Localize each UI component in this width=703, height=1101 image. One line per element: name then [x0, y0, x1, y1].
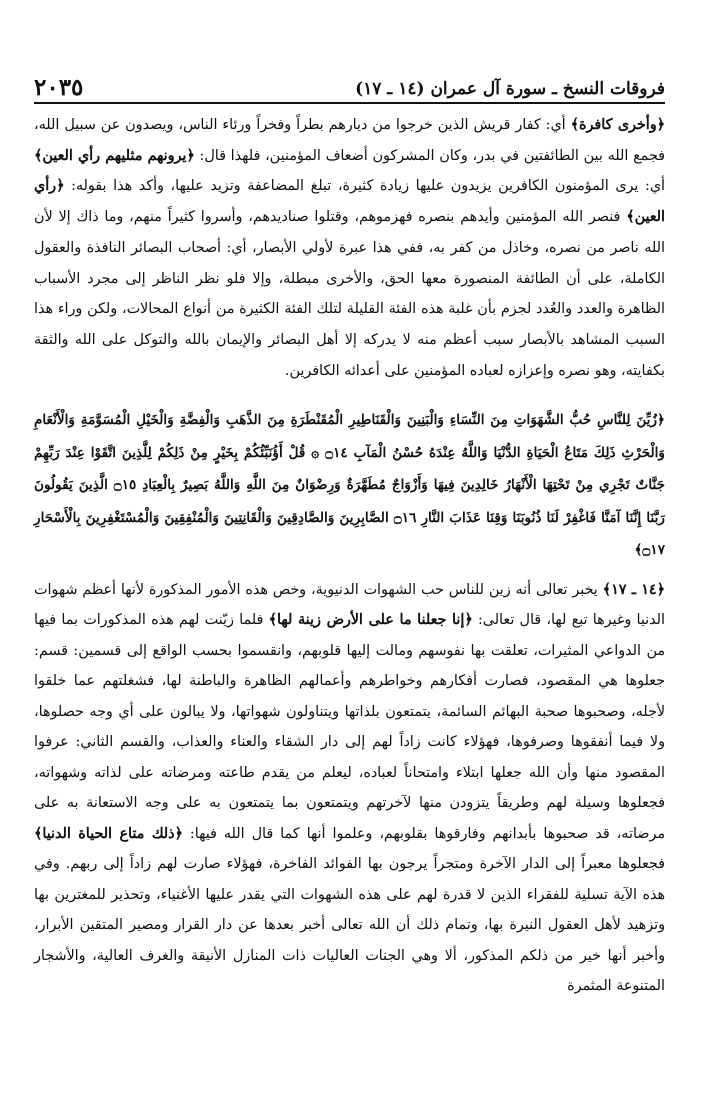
page-body [34, 110, 665, 1002]
commentary-text: فنصر الله المؤمنين وأيدهم بنصره فهزموهم، وقتلوا صناديدهم، وأسروا كثيراً منهم، وما ذاك إلا لأن الله ناصر من نصره، وخاذل من كفر به، ففي هذا عبرة لأولي الأبصار، أي: أصحاب البصائر النافذة والعقول الكاملة، على أن الطائفة المنصورة معها الحق، والأخرى مبطلة، وإلا فلو نظر الناظر إلى مجرد الأسباب الظاهرة والعدد والعُدد لجزم بأن غلبة هذه الفئة القليلة لتلك الفئة الكثيرة من أنواع المحالات، ولكن وراء هذا السبب المشاهد بالأبصار سبب أعظم منه لا يدركه إلا أهل البصائر والإيمان بالله والتوكل على الله والثقة بكفايته، وهو نصره وإعزازه لعباده المؤمنين على أعدائه الكافرين. [34, 209, 665, 379]
commentary-paragraph-1 [34, 110, 665, 386]
commentary-text: فلما زيّنت لهم هذه المذكورات بما فيها من الدواعي المثيرات، تعلقت بها نفوسهم ومالت إليها قلوبهم، وانقسموا بحسب الواقع إلى قسمين: قسم: جعلوها هي المقصود، فصارت أفكارهم وخواطرهم وأعمالهم الظاهرة والباطنة لها، فشغلتهم عما خلقوا لأجله، وصحبوها صحبة البهائم السائمة، يتمتعون بلذاتها ويتناولون شهواتها، ولا يبالون على أي وجه حصلوها، ولا فيما أنفقوها وصرفوها، فهؤلاء كانت زاداً لهم إلى دار الشقاء والعناء والعذاب، والقسم الثاني: عرفوا المقصود منها وأن الله جعلها ابتلاء وامتحاناً لعباده، ليعلم من يقدم طاعته ومرضاته على لذاته وشهواته، فجعلوها وسيلة لهم وطريقاً يتزودن منها لآخرتهم ويتمتعون بما يتمتعون به على وجه الاستعانة به على مرضاته، قد صحبوها بأبدانهم وفارقوها بقلوبهم، وعلموا أنها كما قال الله فيها: [34, 612, 665, 842]
commentary-text: أي: يرى المؤمنون الكافرين يزيدون عليها زيادة كثيرة، تبلغ المضاعفة وتزيد عليها، وأكد هذا بقوله: [64, 178, 665, 195]
commentary-text: فجعلوها معبراً إلى الدار الآخرة ومتجراً يرجون بها الفوائد الفاخرة، فهؤلاء صارت لهم زاداً إلى ربهم. وفي هذه الآية تسلية للفقراء الذين لا قدرة لهم على هذه الشهوات التي يقدر عليها الأغنياء، وتحذير للمغترين بها وتزهيد لأهل العقول النيرة بها، وتمام ذلك أن الله تعالى أخبر بعدها عن دار القرار ومصير المتقين الأبرار، وأخبر أنها خير من ذلكم المذكور، ألا وهي الجنات العاليات ذات المنازل الأنيقة والغرف العالية، والأشجار المتنوعة المثمرة [34, 856, 665, 995]
quote-phrase: ﴿يرونهم مثليهم رأي العين﴾ [34, 147, 195, 164]
page-number: ٢٠٣٥ [34, 74, 84, 101]
commentary-text: يخبر تعالى أنه زين للناس حب الشهوات الدنيوية، وخص هذه الأمور المذكورة لأنها أعظم شهوات الدنيا وغيرها تبع لها، قال تعالى: [34, 581, 665, 629]
quote-phrase: ﴿رأي العين﴾ [34, 178, 665, 226]
page-header [34, 66, 665, 104]
quote-phrase: ﴿ذلك متاع الحياة الدنيا﴾ [34, 825, 183, 842]
quran-verses-block: ﴿زُيِّنَ لِلنَّاسِ حُبُّ الشَّهَوَاتِ مِنَ النِّسَاءِ وَالْبَنِينَ وَالْقَنَاطِيرِ الْمُقَنْطَرَةِ مِنَ الذَّهَبِ وَالْفِضَّةِ وَالْخَيْلِ الْمُسَوَّمَةِ وَالْأَنْعَامِ وَالْحَرْثِ ذَلِكَ مَتَاعُ الْحَيَاةِ الدُّنْيَا وَاللَّهُ عِنْدَهُ حُسْنُ الْمَآبِ ۝١٤ ۞ قُلْ أَؤُنَبِّئُكُمْ بِخَيْرٍ مِنْ ذَلِكُمْ لِلَّذِينَ اتَّقَوْا عِنْدَ رَبِّهِمْ جَنَّاتٌ تَجْرِي مِنْ تَحْتِهَا الْأَنْهَارُ خَالِدِينَ فِيهَا وَأَزْوَاجٌ مُطَهَّرَةٌ وَرِضْوَانٌ مِنَ اللَّهِ وَاللَّهُ بَصِيرٌ بِالْعِبَادِ ۝١٥ الَّذِينَ يَقُولُونَ رَبَّنَا إِنَّنَا آمَنَّا فَاغْفِرْ لَنَا ذُنُوبَنَا وَقِنَا عَذَابَ النَّارِ ۝١٦ الصَّابِرِينَ وَالصَّادِقِينَ وَالْقَانِتِينَ وَالْمُنْفِقِينَ وَالْمُسْتَغْفِرِينَ بِالْأَسْحَارِ ۝١٧﴾ [34, 412, 666, 559]
commentary-text: أي: كفار قريش الذين خرجوا من ديارهم بطراً وفخراً ورئاء الناس، ويصدون عن سبيل الله، فجمع الله بين الطائفتين في بدر، وكان المشركون أضعاف المؤمنين، فلهذا قال: [34, 117, 666, 164]
quote-phrase: ﴿إنا جعلنا ما على الأرض زينة لها﴾ [268, 612, 473, 629]
quote-phrase: ﴿وأخرى كافرة﴾ [570, 117, 665, 133]
running-title: فروقات النسخ ـ سورة آل عمران (١٤ ـ ١٧) [355, 79, 665, 99]
verse-range-marker: ﴿١٤ ـ ١٧﴾ [602, 581, 665, 598]
commentary-paragraph-2 [34, 575, 665, 1002]
